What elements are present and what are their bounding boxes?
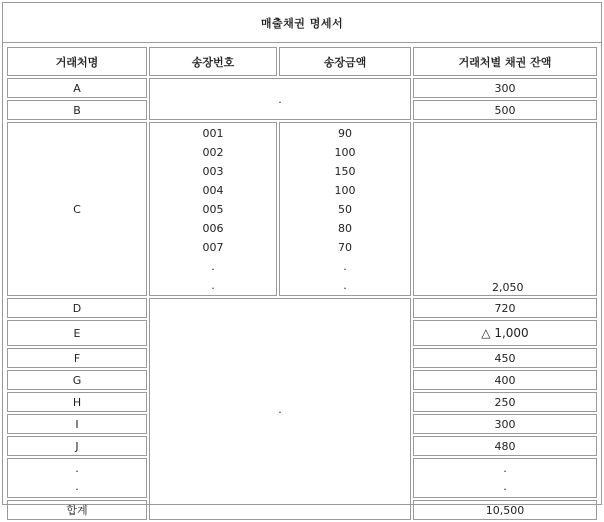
invoice-number: 001: [202, 127, 224, 140]
invoice-number: .: [211, 279, 215, 292]
invoice-number: 004: [202, 184, 224, 197]
customer-name: C: [7, 122, 147, 296]
customer-name: E: [7, 320, 147, 346]
invoice-amount: 100: [334, 146, 356, 159]
customer-name: H: [7, 392, 147, 412]
customer-balance: 400: [413, 370, 597, 390]
invoice-number: 006: [202, 222, 224, 235]
invoice-number: 007: [202, 241, 224, 254]
customer-name: G: [7, 370, 147, 390]
customer-balance: 2,050: [492, 281, 524, 294]
middle-ellipsis: .: [149, 298, 411, 520]
customer-name: F: [7, 348, 147, 368]
total-label: 합계: [7, 500, 147, 520]
header-balance: 거래처별 채권 잔액: [413, 47, 597, 76]
customer-balance-cell: [413, 122, 597, 296]
invoice-amount: .: [343, 260, 347, 273]
ellipsis-dot: .: [503, 462, 507, 475]
customer-name: I: [7, 414, 147, 434]
customer-balance: △ 1,000: [413, 320, 597, 346]
invoice-number-list: [149, 122, 277, 296]
ellipsis-dot: .: [75, 480, 79, 493]
invoice-amount: 90: [338, 127, 352, 140]
statement-sheet: [2, 2, 602, 517]
customer-name: J: [7, 436, 147, 456]
customer-balance: 250: [413, 392, 597, 412]
header-row: [7, 47, 597, 76]
customer-balance: 300: [413, 78, 597, 98]
invoice-amount: 80: [338, 222, 352, 235]
receivables-table: [5, 45, 599, 522]
middle-ellipsis: .: [149, 78, 411, 120]
invoice-amount: .: [343, 279, 347, 292]
customer-balance: 720: [413, 298, 597, 318]
customer-name-ellipsis: [7, 458, 147, 498]
table-row: [7, 78, 597, 98]
invoice-number: 005: [202, 203, 224, 216]
customer-name: B: [7, 100, 147, 120]
invoice-number: .: [211, 260, 215, 273]
invoice-amount: 70: [338, 241, 352, 254]
customer-name: D: [7, 298, 147, 318]
customer-balance: 450: [413, 348, 597, 368]
invoice-amount: 100: [334, 184, 356, 197]
header-customer: 거래처명: [7, 47, 147, 76]
invoice-amount-list: [279, 122, 411, 296]
header-invoice-no: 송장번호: [149, 47, 277, 76]
total-balance: 10,500: [413, 500, 597, 520]
invoice-amount: 50: [338, 203, 352, 216]
ellipsis-dot: .: [75, 462, 79, 475]
invoice-number: 002: [202, 146, 224, 159]
table-row: [7, 298, 597, 318]
ellipsis-dot: .: [503, 480, 507, 493]
header-invoice-amount: 송장금액: [279, 47, 411, 76]
customer-balance: 480: [413, 436, 597, 456]
statement-title: 매출채권 명세서: [3, 3, 601, 43]
table-row-c: [7, 122, 597, 296]
invoice-number: 003: [202, 165, 224, 178]
customer-balance: 300: [413, 414, 597, 434]
invoice-amount: 150: [334, 165, 356, 178]
customer-name: A: [7, 78, 147, 98]
customer-balance: 500: [413, 100, 597, 120]
customer-balance-ellipsis: [413, 458, 597, 498]
